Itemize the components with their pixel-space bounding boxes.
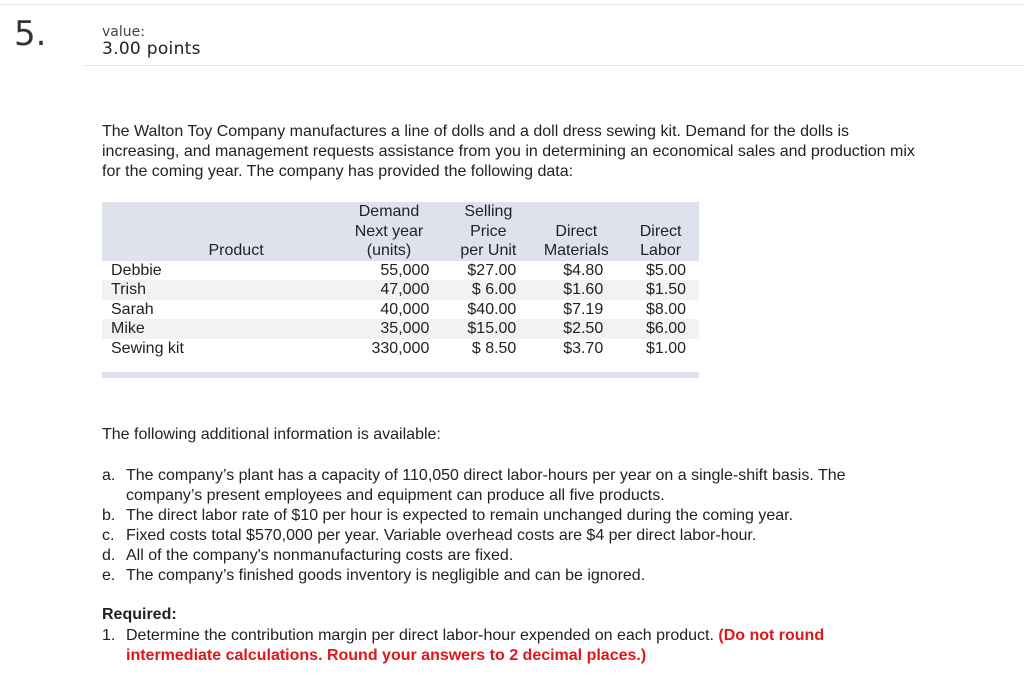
points-value: 3.00 points [102, 39, 201, 59]
header-product: Product [208, 242, 264, 259]
header-direct-labor: Direct Labor [639, 222, 682, 259]
question-intro: The Walton Toy Company manufactures a line of dolls and a doll dress sewing kit. Demand for the dolls is increasing, and management requests assistance from you in determining an economical sales and production mix for the coming year. The company has provided the following data: [102, 123, 915, 180]
list-item: e. The company’s finished goods inventory is negligible and can be ignored. [102, 567, 646, 584]
header-divider [84, 65, 1024, 66]
required-item-label: 1. [102, 627, 116, 644]
data-table [102, 202, 699, 378]
top-divider [0, 4, 1024, 5]
header-direct-materials: Direct Materials [543, 222, 609, 259]
table-spacer [102, 358, 699, 372]
required-item-note: (Do not round intermediate calculations. Round your answers to 2 decimal places.) [126, 627, 825, 664]
list-item: a. The company’s plant has a capacity of 110,050 direct labor-hours per year on a single-shift basis. The company’s present employees and equipment can produce all five products. [102, 467, 846, 504]
required-heading: Required: [102, 606, 177, 623]
table-row: Debbie 55,000 $27.00 $4.80 $5.00 [102, 261, 699, 281]
required-item [102, 626, 902, 666]
required-item-text: Determine the contribution margin per direct labor-hour expended on each product. [126, 627, 714, 644]
table-row: Mike 35,000 $15.00 $2.50 $6.00 [102, 319, 699, 339]
additional-info-list [102, 466, 922, 586]
list-item: b. The direct labor rate of $10 per hour is expected to remain unchanged during the coming year. [102, 507, 794, 524]
table-bottom-bar [102, 372, 699, 378]
list-item: c. Fixed costs total $570,000 per year. Variable overhead costs are $4 per direct labor-hour. [102, 527, 757, 544]
question-number: 5. [14, 14, 47, 54]
value-label: value: [102, 24, 145, 40]
table-row: Trish 47,000 $ 6.00 $1.60 $1.50 [102, 280, 699, 300]
header-selling-price: Selling Price per Unit [460, 203, 517, 259]
table-row: Sewing kit 330,000 $ 8.50 $3.70 $1.00 [102, 339, 699, 359]
additional-info-heading: The following additional information is available: [102, 426, 441, 443]
list-item: d. All of the company's nonmanufacturing costs are fixed. [102, 547, 514, 564]
table-row: Sarah 40,000 $40.00 $7.19 $8.00 [102, 300, 699, 320]
header-demand: Demand Next year (units) [354, 203, 424, 259]
